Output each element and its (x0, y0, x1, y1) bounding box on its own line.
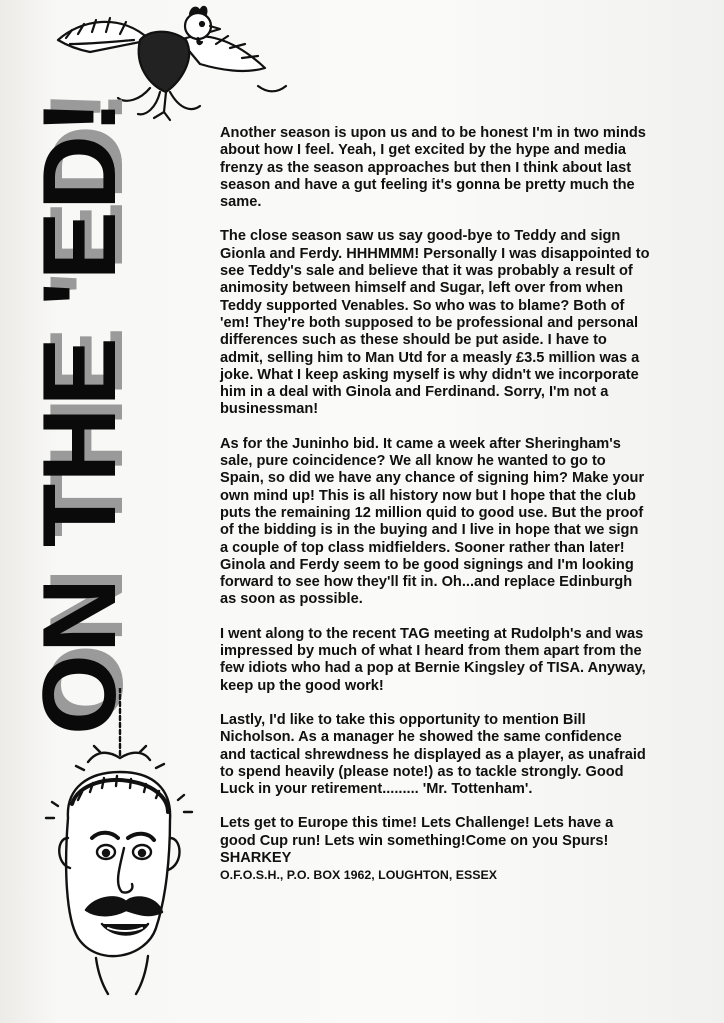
paragraph: As for the Juninho bid. It came a week after Sheringham's sale, pure coincidence? We all know he wanted to go to Spain, so did we have any chance of signing him? Make your own mind up! This is all history now but I hope that the club puts the remaining 12 million quid to good use. But the proof of the bidding is in the buying and I live in hope that we sign a couple of top class midfielders. Sooner rather than later! Ginola and Ferdy seem to be good signings and I'm looking forward to see how they'll fit in. Oh...and replace Edinburgh as soon as possible. (220, 435, 645, 608)
address-line: O.F.O.S.H., P.O. BOX 1962, LOUGHTON, ESSEX (220, 868, 498, 883)
paragraph: Lastly, I'd like to take this opportunity to mention Bill Nicholson. As a manager he showed the same confidence and tactical shrewdness he displayed as a player, as unafraid to spend heavily (please note!) as to tackle strongly. Good Luck in your retirement......... 'Mr. Tottenham'. (220, 711, 646, 798)
page-title: ON THE 'ED! (22, 98, 138, 735)
signature: SHARKEY (220, 849, 292, 866)
paragraph: Lets get to Europe this time! Lets Challenge! Lets have a good Cup run! Lets win something!Come on you Spurs! (220, 815, 614, 849)
paragraph: The close season saw us say good-bye to Teddy and sign Gionla and Ferdy. HHHMMM! Personally I was disappointed to see Teddy's sale and believe that it was probably a result of animosity between himself and Sugar, left over from when Teddy supported Venables. So who was to blame? Both of 'em! They're both supposed to be professional and personal differences such as these should be put aside. I have to admit, selling him to Man Utd for a measly £3.5 million was a joke. What I keep asking myself is why didn't we incorporate him in a deal with Ginola and Ferdinand. Sorry, I'm not a businessman! (220, 228, 650, 418)
paragraph: Another season is upon us and to be honest I'm in two minds about how I feel. Yeah, I get excited by the hype and media frenzy as the season approaches but then I think about last season and have a gut feeling it's gonna be pretty much the same. (220, 125, 646, 211)
paragraph: I went along to the recent TAG meeting at Rudolph's and was impressed by much of what I heard from them apart from the few idiots who had a pop at Bernie Kingsley of TISA. Anyway, keep up the good work! (220, 625, 646, 694)
caricature-face-icon (38, 688, 198, 998)
editorial-article (220, 125, 650, 883)
